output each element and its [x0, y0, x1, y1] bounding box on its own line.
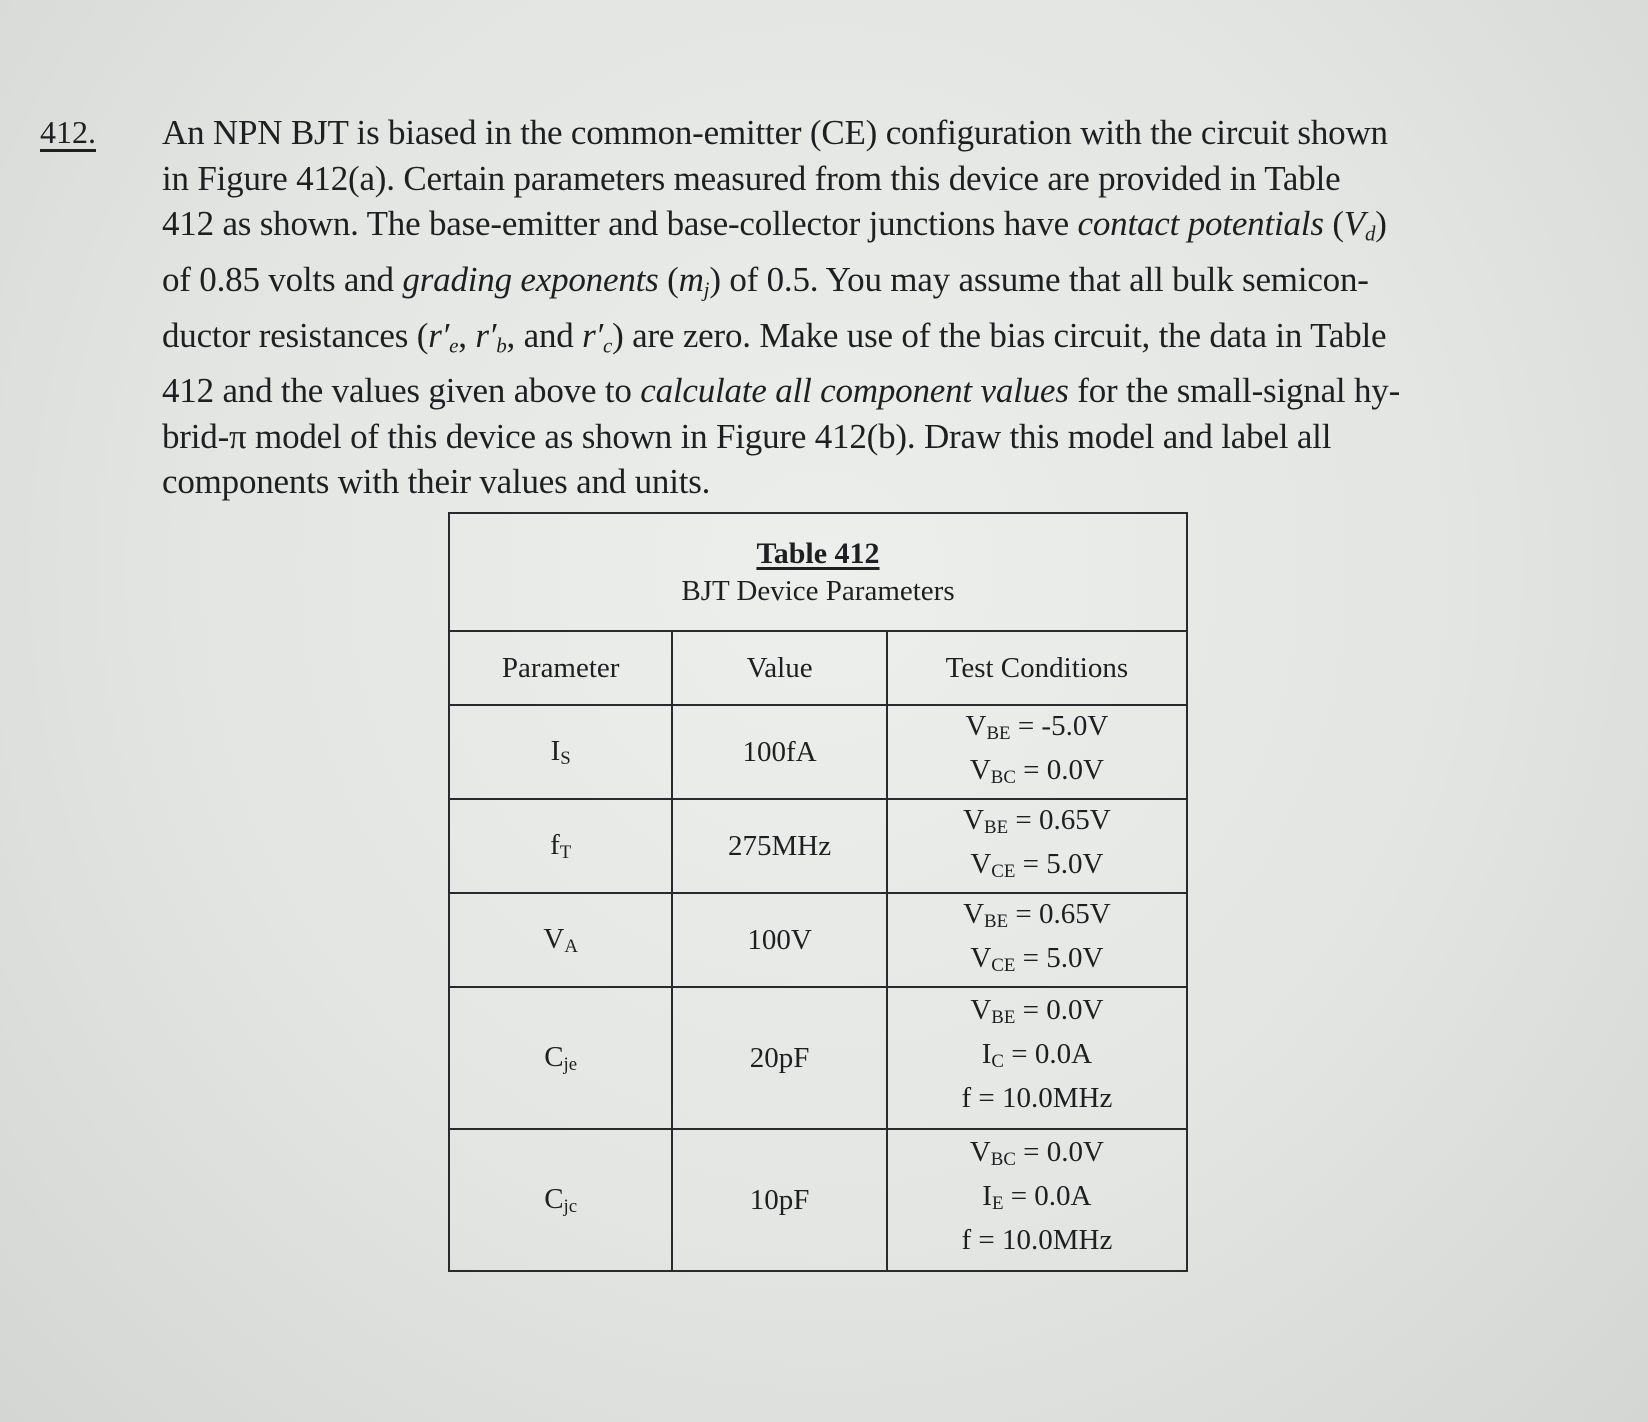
problem-line-6b: for the small-signal hy-	[1077, 371, 1401, 411]
problem-line-6a: 412 and the values given above to	[162, 371, 632, 411]
grading-exponents-term: grading exponents	[402, 259, 659, 299]
conditions-cell	[887, 705, 1187, 799]
table-row	[449, 1129, 1187, 1271]
problem-line-5b: ) are zero. Make use of the bias circuit, the data in Table	[612, 315, 1387, 355]
condition-line: VCE = 5.0V	[970, 848, 1104, 882]
condition-line: VBE = -5.0V	[965, 710, 1109, 744]
header-parameter: Parameter	[449, 631, 672, 705]
table-title: Table 412	[756, 536, 880, 570]
contact-potentials-term: contact potentials	[1077, 204, 1324, 243]
problem-statement	[162, 110, 1572, 505]
value-cell: 10pF	[672, 1129, 886, 1271]
rc-symbol: $r'_c$	[582, 315, 613, 357]
conditions-cell	[887, 1129, 1187, 1271]
problem-line-5a: ductor resistances (	[162, 315, 429, 355]
and-word: and	[523, 315, 574, 355]
table-caption	[449, 513, 1187, 631]
condition-line: IC = 0.0A	[981, 1038, 1093, 1072]
rb-symbol: $r'_b$	[475, 315, 507, 357]
re-symbol: $r'_e$	[428, 315, 459, 357]
param-cell: Cjc	[449, 1129, 672, 1271]
table-subtitle: BJT Device Parameters	[681, 574, 955, 607]
bjt-parameters-table	[448, 512, 1188, 1272]
problem-line-5: ductor resistances ($r'_e$, $r'_b$, and $r'_c$) are zero. Make use of the bias circuit, the data in Table	[162, 315, 1387, 357]
condition-line: f = 10.0MHz	[961, 1223, 1113, 1256]
problem-line-4a: of 0.85 volts and	[162, 259, 394, 299]
problem-line-2: in Figure 412(a). Certain parameters measured from this device are provided in Table	[162, 158, 1341, 198]
table-row	[449, 799, 1187, 893]
table-row	[449, 705, 1187, 799]
problem-line-4b: of 0.5. You may assume that all bulk semicon-	[729, 259, 1369, 299]
problem-number: 412.	[40, 114, 96, 150]
value-cell: 100V	[672, 893, 886, 987]
problem-line-3: 412 as shown. The base-emitter and base-collector junctions have contact potentials $(V_d)$	[162, 204, 1387, 246]
header-value: Value	[672, 631, 886, 705]
table-row	[449, 987, 1187, 1129]
condition-line: VBC = 0.0V	[969, 754, 1104, 788]
condition-line: VCE = 5.0V	[970, 942, 1104, 976]
param-cell: IS	[449, 705, 672, 799]
problem-line-7: brid-π model of this device as shown in Figure 412(b). Draw this model and label all	[162, 416, 1332, 456]
condition-line: VBE = 0.0V	[970, 994, 1104, 1029]
problem-line-8: components with their values and units.	[162, 462, 711, 502]
vd-symbol: $V_d$	[1343, 204, 1376, 246]
condition-line: f = 10.0MHz	[961, 1081, 1113, 1114]
condition-line: VBE = 0.65V	[963, 898, 1111, 932]
param-cell: fT	[449, 799, 672, 893]
condition-line: IE = 0.0A	[982, 1180, 1092, 1214]
value-cell: 100fA	[672, 705, 886, 799]
condition-line: VBC = 0.0V	[969, 1136, 1104, 1171]
conditions-cell	[887, 893, 1187, 987]
problem-line-1: An NPN BJT is biased in the common-emitter (CE) configuration with the circuit shown	[162, 113, 1388, 152]
table-row	[449, 893, 1187, 987]
table-header-row	[449, 631, 1187, 705]
problem-line-4: of 0.85 volts and grading exponents $(m_j)$ of 0.5. You may assume that all bulk semicon-	[162, 259, 1369, 301]
param-cell: Cje	[449, 987, 672, 1129]
value-cell: 20pF	[672, 987, 886, 1129]
condition-line: VBE = 0.65V	[963, 804, 1111, 838]
mj-symbol: $m_j$	[678, 259, 710, 301]
value-cell: 275MHz	[672, 799, 886, 893]
conditions-cell	[887, 987, 1187, 1129]
header-test-conditions: Test Conditions	[887, 631, 1187, 705]
table-caption-row	[449, 513, 1187, 631]
calculate-term: calculate all component values	[640, 371, 1069, 411]
problem-line-6	[162, 368, 1572, 414]
conditions-cell	[887, 799, 1187, 893]
param-cell: VA	[449, 893, 672, 987]
problem-line-3a: 412 as shown. The base-emitter and base-collector junctions have	[162, 204, 1069, 243]
